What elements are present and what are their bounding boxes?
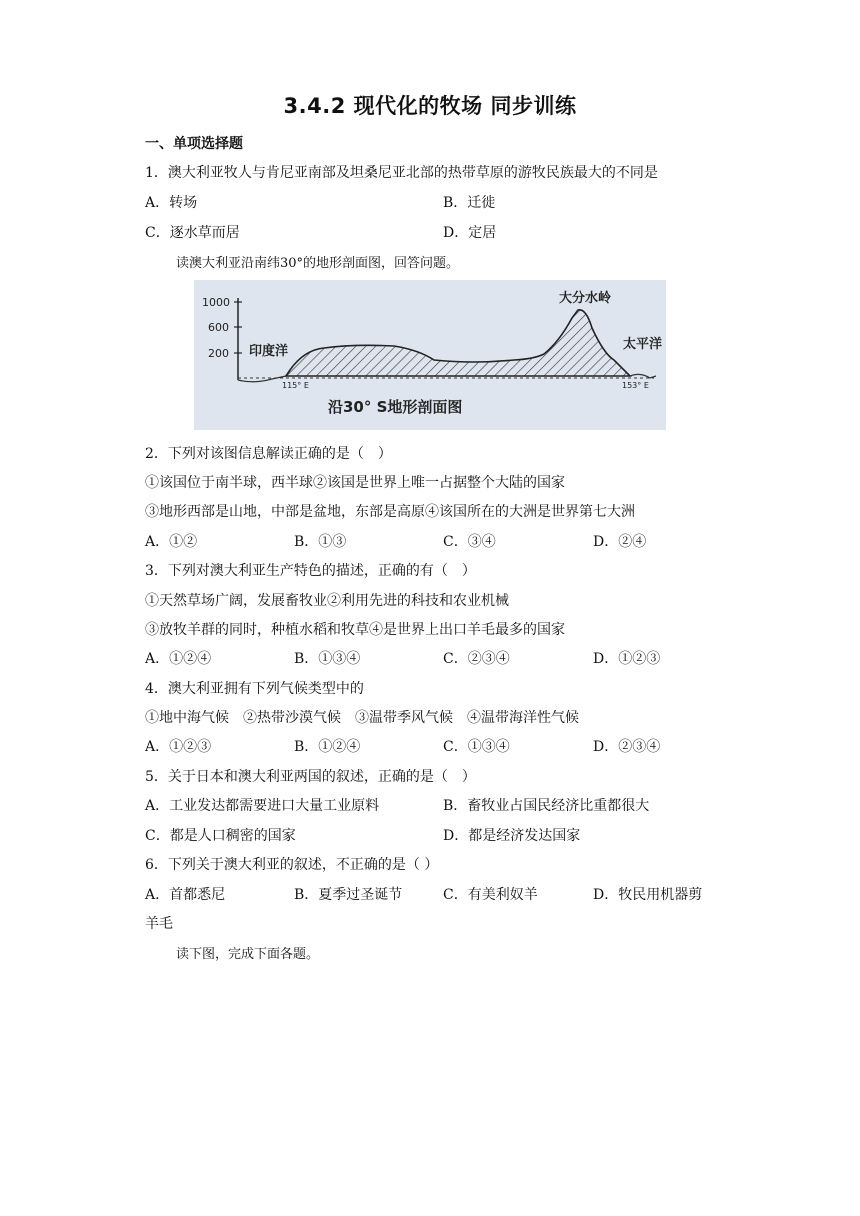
question-6-stem: 6．下列关于澳大利亚的叙述，不正确的是（ ）	[145, 857, 439, 873]
question-4-stem: 4．澳大利亚拥有下列气候类型中的	[145, 681, 364, 697]
q4-option-c: C．①③④	[443, 739, 510, 755]
q2-option-d: D．②④	[593, 534, 647, 550]
q6-option-a: A．首都悉尼	[145, 887, 226, 903]
q5-option-c: C．都是人口稠密的国家	[145, 828, 296, 844]
q2-option-b: B．①③	[294, 534, 347, 550]
label-indian-ocean: 印度洋	[249, 344, 289, 359]
page-title: 3.4.2 现代化的牧场 同步训练	[283, 94, 577, 118]
figure-intro: 读澳大利亚沿南纬30°的地形剖面图，回答问题。	[176, 256, 460, 271]
q5-option-b: B．畜牧业占国民经济比重都很大	[443, 798, 650, 814]
label-lon-west: 115° E	[282, 381, 309, 390]
q3-statement-line-1: ①天然草场广阔，发展畜牧业②利用先进的科技和农业机械	[145, 593, 509, 609]
section-heading: 一、单项选择题	[145, 136, 243, 152]
q3-option-d: D．①②③	[593, 651, 661, 667]
y-tick-1000: 1000	[202, 296, 230, 309]
q1-option-d: D．定居	[443, 225, 497, 241]
question-5-stem: 5．关于日本和澳大利亚两国的叙述，正确的是（ ）	[145, 769, 476, 785]
figure-caption: 沿30° S地形剖面图	[328, 398, 463, 416]
q4-option-d: D．②③④	[593, 739, 661, 755]
q5-option-a: A．工业发达都需要进口大量工业原料	[145, 798, 380, 814]
label-great-dividing-range: 大分水岭	[559, 291, 612, 306]
q4-statement-line-1: ①地中海气候 ②热带沙漠气候 ③温带季风气候 ④温带海洋性气候	[145, 710, 579, 726]
q2-option-a: A．①②	[145, 534, 198, 550]
y-tick-200: 200	[208, 347, 229, 360]
q6-option-d: D．牧民用机器剪	[593, 887, 703, 903]
label-pacific-ocean: 太平洋	[623, 337, 663, 352]
q3-option-a: A．①②④	[145, 651, 212, 667]
q4-option-b: B．①②④	[294, 739, 361, 755]
q1-option-a: A．转场	[145, 195, 198, 211]
q5-option-d: D．都是经济发达国家	[443, 828, 581, 844]
question-2-stem: 2．下列对该图信息解读正确的是（ ）	[145, 446, 392, 462]
q6-option-d-wrap: 羊毛	[145, 916, 173, 932]
q6-option-c: C．有美利奴羊	[443, 887, 538, 903]
label-lon-east: 153° E	[622, 381, 649, 390]
q1-option-c: C．逐水草而居	[145, 225, 240, 241]
q1-option-b: B．迁徙	[443, 195, 496, 211]
q2-statement-line-1: ①该国位于南半球，西半球②该国是世界上唯一占据整个大陆的国家	[145, 475, 565, 491]
q3-option-c: C．②③④	[443, 651, 510, 667]
q2-statement-line-2: ③地形西部是山地，中部是盆地，东部是高原④该国所在的大洲是世界第七大洲	[145, 504, 635, 520]
q4-option-a: A．①②③	[145, 739, 212, 755]
q2-option-c: C．③④	[443, 534, 496, 550]
question-3-stem: 3．下列对澳大利亚生产特色的描述，正确的有（ ）	[145, 563, 476, 579]
figure-intro-2: 读下图，完成下面各题。	[176, 947, 320, 962]
terrain-profile-figure	[194, 280, 666, 430]
land-profile	[286, 310, 630, 376]
q3-statement-line-2: ③放牧羊群的同时，种植水稻和牧草④是世界上出口羊毛最多的国家	[145, 622, 565, 638]
question-1-stem: 1．澳大利亚牧人与肯尼亚南部及坦桑尼亚北部的热带草原的游牧民族最大的不同是	[145, 165, 658, 181]
q3-option-b: B．①③④	[294, 651, 361, 667]
q6-option-b: B．夏季过圣诞节	[294, 887, 403, 903]
y-tick-600: 600	[208, 321, 229, 334]
terrain-profile-svg	[194, 280, 666, 430]
